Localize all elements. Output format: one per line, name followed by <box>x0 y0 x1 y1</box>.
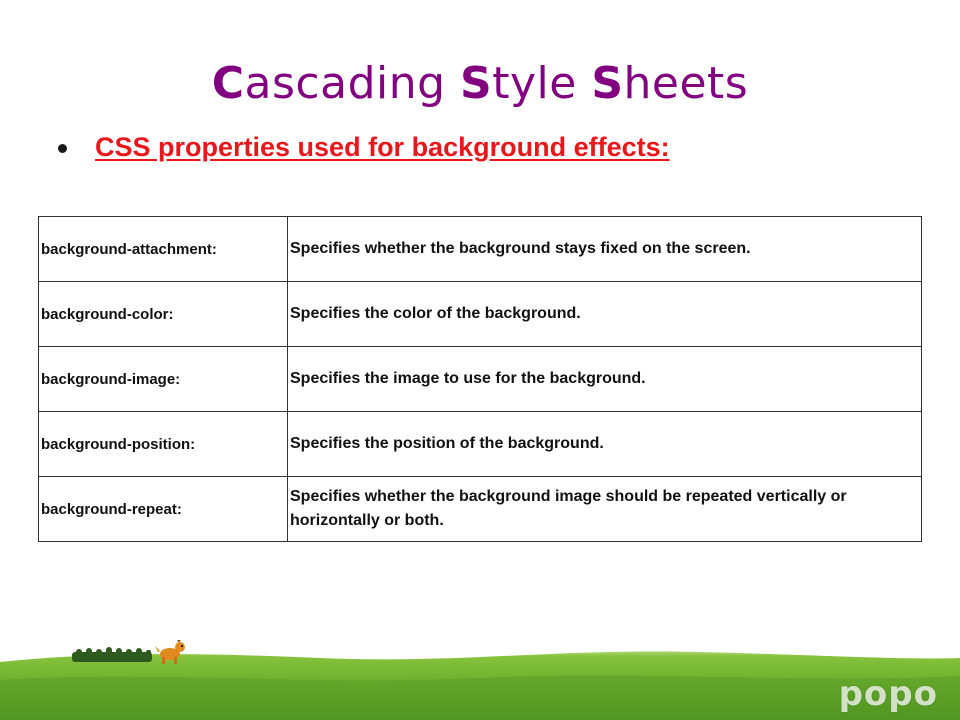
table-row <box>39 347 922 412</box>
watermark: popo <box>838 674 938 714</box>
grass-field <box>0 640 960 720</box>
property-cell: background-image: <box>39 347 288 412</box>
bullet-dot-icon <box>58 144 67 153</box>
title-rest-3: heets <box>623 58 749 109</box>
table-row <box>39 282 922 347</box>
description-cell: Specifies whether the background image should be repeated vertically or horizontally or both. <box>288 477 922 542</box>
property-cell: background-attachment: <box>39 217 288 282</box>
bullet-item <box>58 132 670 163</box>
title-cap-3: S <box>591 58 624 109</box>
slide-title <box>0 58 960 109</box>
title-rest-2: tyle <box>492 58 592 109</box>
description-cell: Specifies the image to use for the background. <box>288 347 922 412</box>
property-cell: background-color: <box>39 282 288 347</box>
subtitle: CSS properties used for background effects: <box>95 132 670 162</box>
table-row <box>39 217 922 282</box>
title-cap-2: S <box>460 58 493 109</box>
table-row <box>39 477 922 542</box>
description-cell: Specifies the color of the background. <box>288 282 922 347</box>
properties-table <box>38 216 922 542</box>
description-cell: Specifies whether the background stays fixed on the screen. <box>288 217 922 282</box>
title-cap-1: C <box>211 58 245 109</box>
description-cell: Specifies the position of the background. <box>288 412 922 477</box>
table-row <box>39 412 922 477</box>
property-cell: background-repeat: <box>39 477 288 542</box>
property-cell: background-position: <box>39 412 288 477</box>
title-rest-1: ascading <box>244 58 461 109</box>
